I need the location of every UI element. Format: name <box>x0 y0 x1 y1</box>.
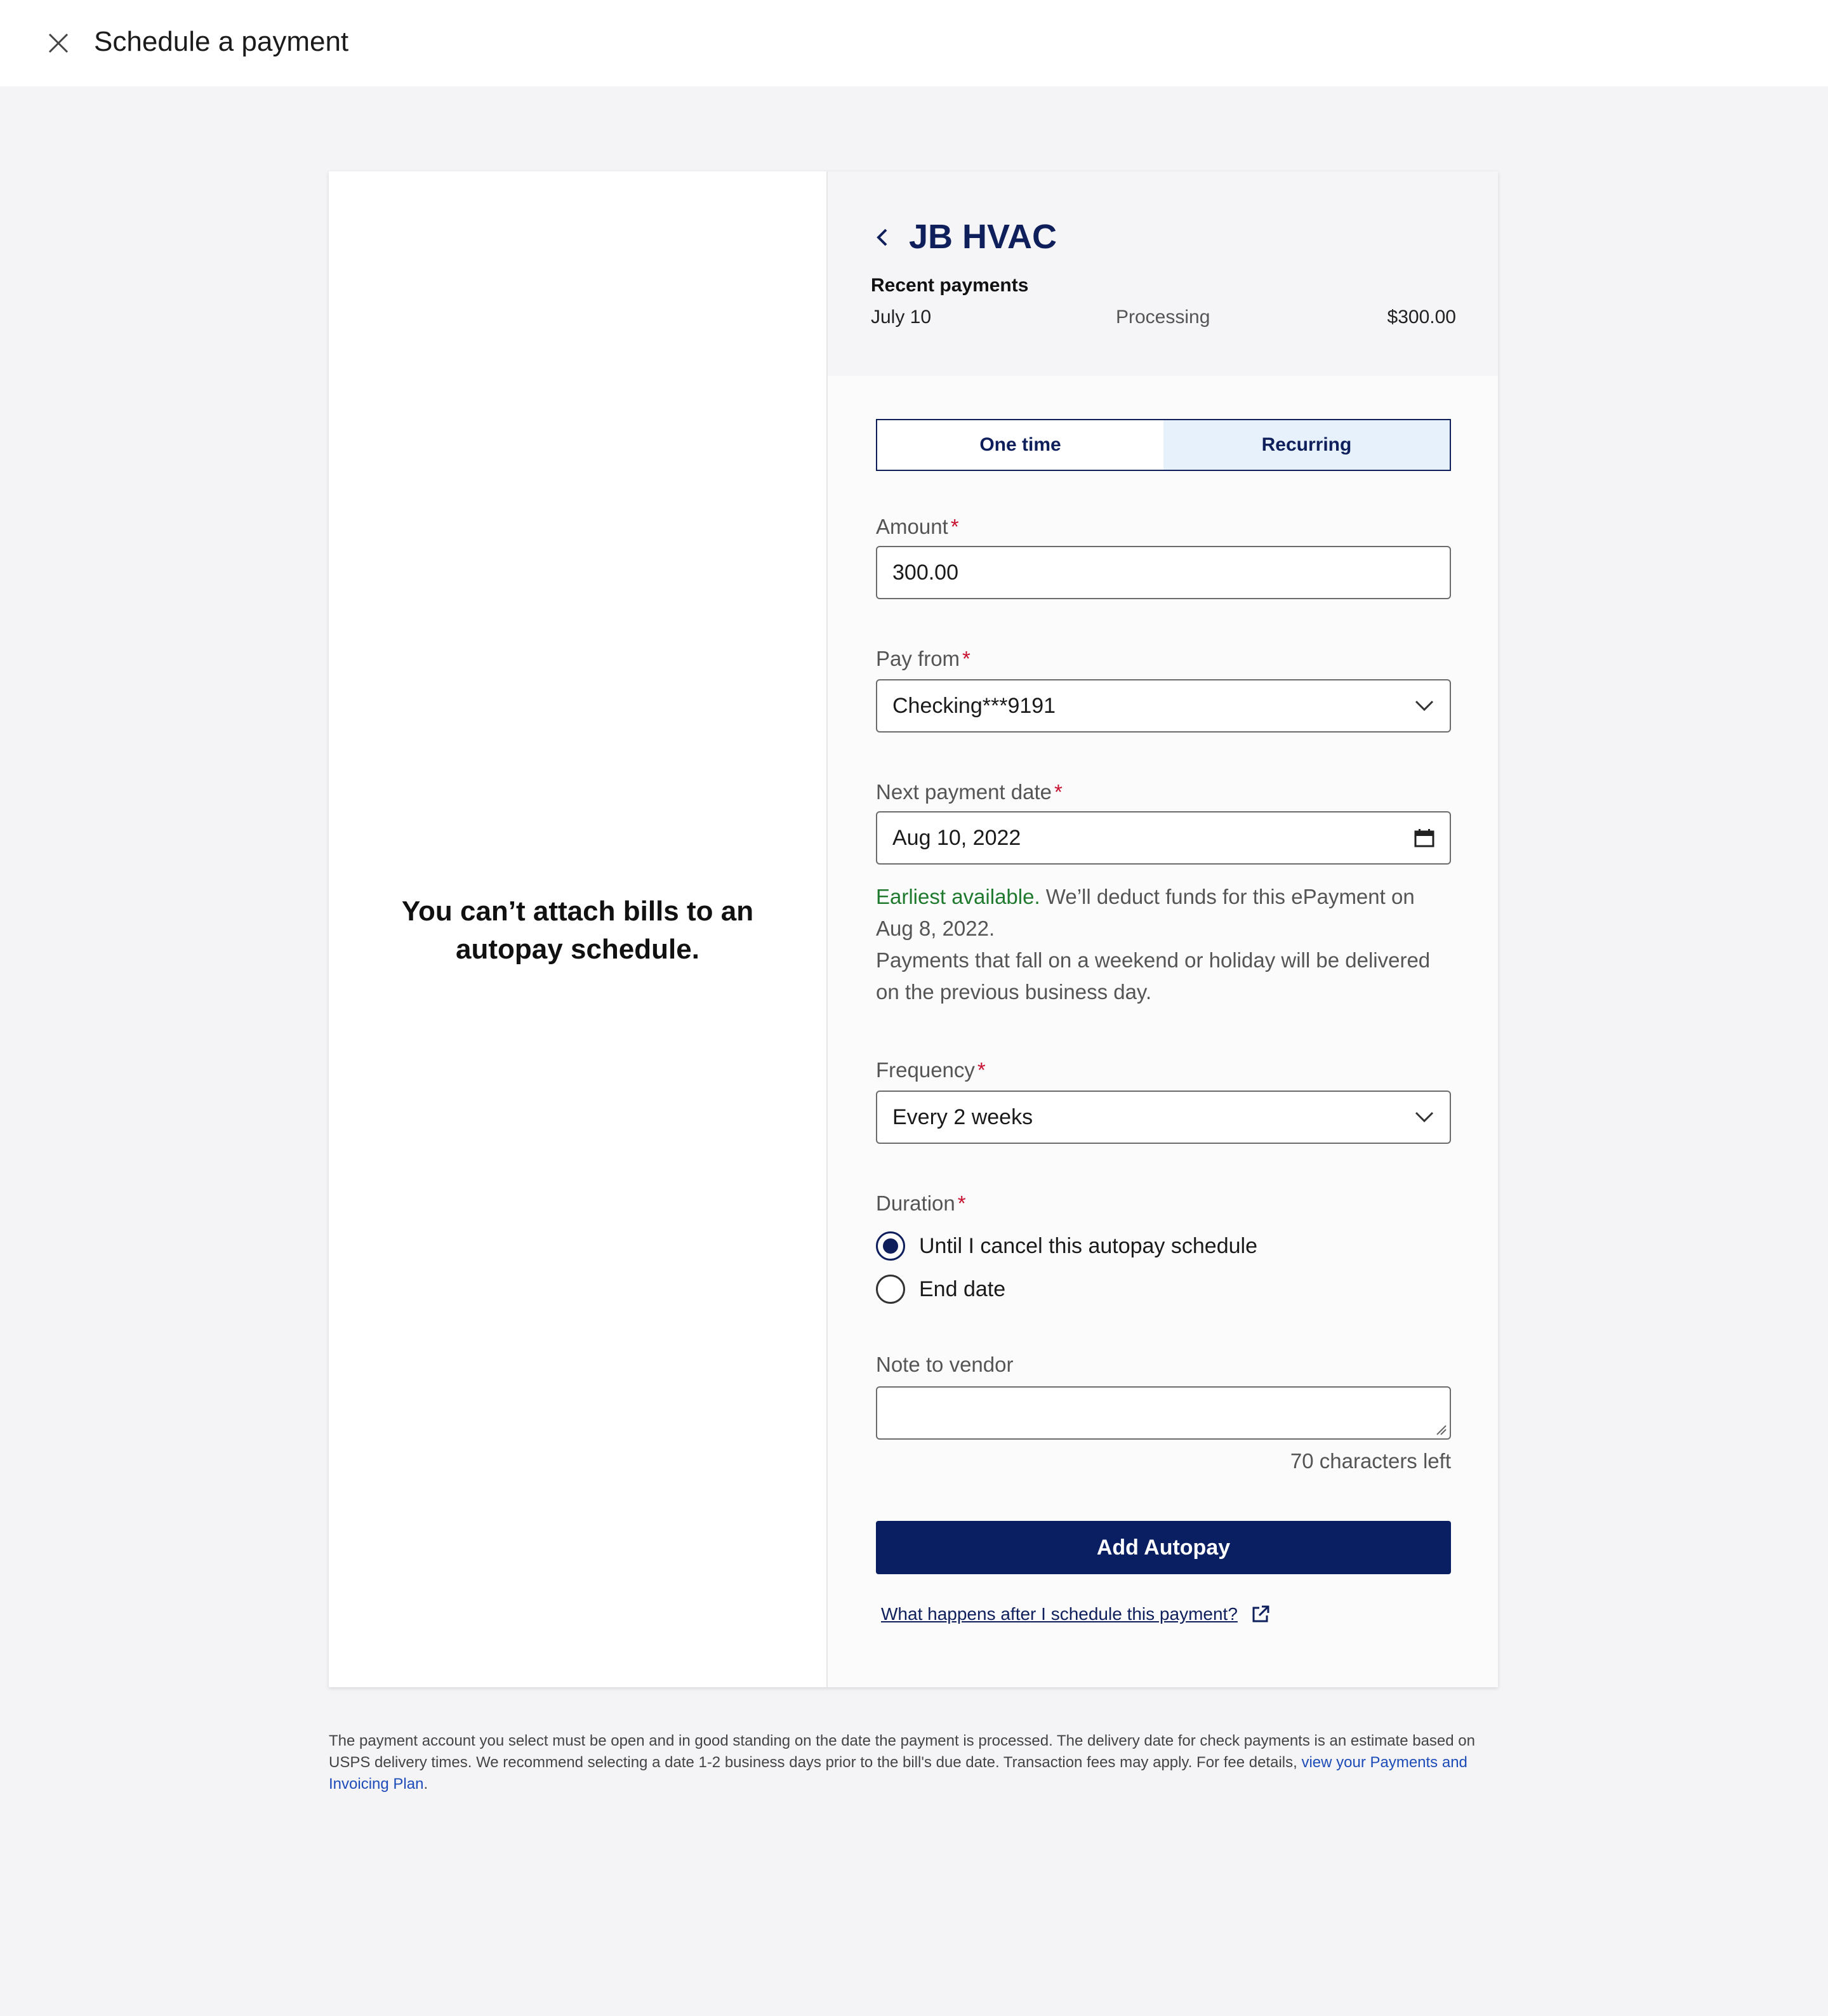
resize-handle-icon[interactable] <box>1433 1422 1447 1436</box>
duration-option-label: End date <box>919 1277 1006 1301</box>
amount-value: 300.00 <box>892 560 958 585</box>
page-title: Schedule a payment <box>94 26 349 57</box>
recent-payment-status: Processing <box>1116 307 1210 328</box>
payments-plan-link[interactable]: view your Payments and Invoicing Plan <box>329 1754 1467 1793</box>
recent-payments-label: Recent payments <box>871 275 1029 296</box>
autopay-bills-message: You can’t attach bills to an autopay schedule. <box>401 896 754 965</box>
radio-selected-icon[interactable] <box>876 1231 905 1261</box>
close-icon[interactable] <box>43 28 74 58</box>
amount-label: Amount * <box>876 515 959 538</box>
char-count: 70 characters left <box>1290 1449 1451 1473</box>
recent-payment-amount: $300.00 <box>1387 307 1456 328</box>
disclaimer-text: The payment account you select must be open and in good standing on the date the payment is processed. The delivery date for check payments is an estimate based on USPS delivery times. We recommend selecting a date 1-2 business days prior to the bill's due date. Transaction fees may apply. For fee details, <box>329 1732 1475 1771</box>
duration-label: Duration * <box>876 1191 966 1215</box>
pay-from-value: Checking***9191 <box>892 693 1056 718</box>
duration-end-date[interactable] <box>876 1272 1005 1306</box>
pay-from-label: Pay from * <box>876 647 970 670</box>
disclaimer <box>329 1730 1498 1795</box>
duration-option-label: Until I cancel this autopay schedule <box>919 1233 1257 1258</box>
frequency-dropdown[interactable] <box>876 1091 1451 1144</box>
recurring-option[interactable]: Recurring <box>1163 420 1450 470</box>
radio-unselected-icon[interactable] <box>876 1275 905 1304</box>
next-date-label: Next payment date * <box>876 780 1063 804</box>
vendor-name: JB HVAC <box>909 218 1057 256</box>
duration-until-cancel[interactable] <box>876 1229 1257 1263</box>
frequency-value: Every 2 weeks <box>892 1104 1033 1129</box>
recent-payment-date: July 10 <box>871 307 932 328</box>
note-label: Note to vendor <box>876 1353 1014 1376</box>
earliest-available-text: Earliest available. <box>876 885 1040 908</box>
help-link-text[interactable]: What happens after I schedule this payment? <box>881 1604 1238 1624</box>
weekend-holiday-text: Payments that fall on a weekend or holiday will be delivered on the previous business day. <box>876 948 1431 1004</box>
schedule-help-link[interactable] <box>881 1600 1272 1629</box>
bills-panel <box>329 171 828 1687</box>
top-bar <box>0 0 1828 86</box>
next-date-value: Aug 10, 2022 <box>892 825 1021 850</box>
add-autopay-button[interactable]: Add Autopay <box>876 1521 1451 1574</box>
frequency-label-visible: Frequency * <box>876 1058 986 1082</box>
deduct-funds-text: We’ll deduct funds for this ePayment on Aug 8, 2022. <box>876 885 1415 940</box>
form-lower-section <box>828 171 1498 1687</box>
one-time-option[interactable]: One time <box>979 434 1061 455</box>
note-textarea[interactable] <box>876 1386 1451 1440</box>
disclaimer-end: . <box>423 1775 428 1793</box>
external-link-icon <box>1250 1603 1272 1625</box>
chevron-down-icon <box>1414 1107 1434 1127</box>
